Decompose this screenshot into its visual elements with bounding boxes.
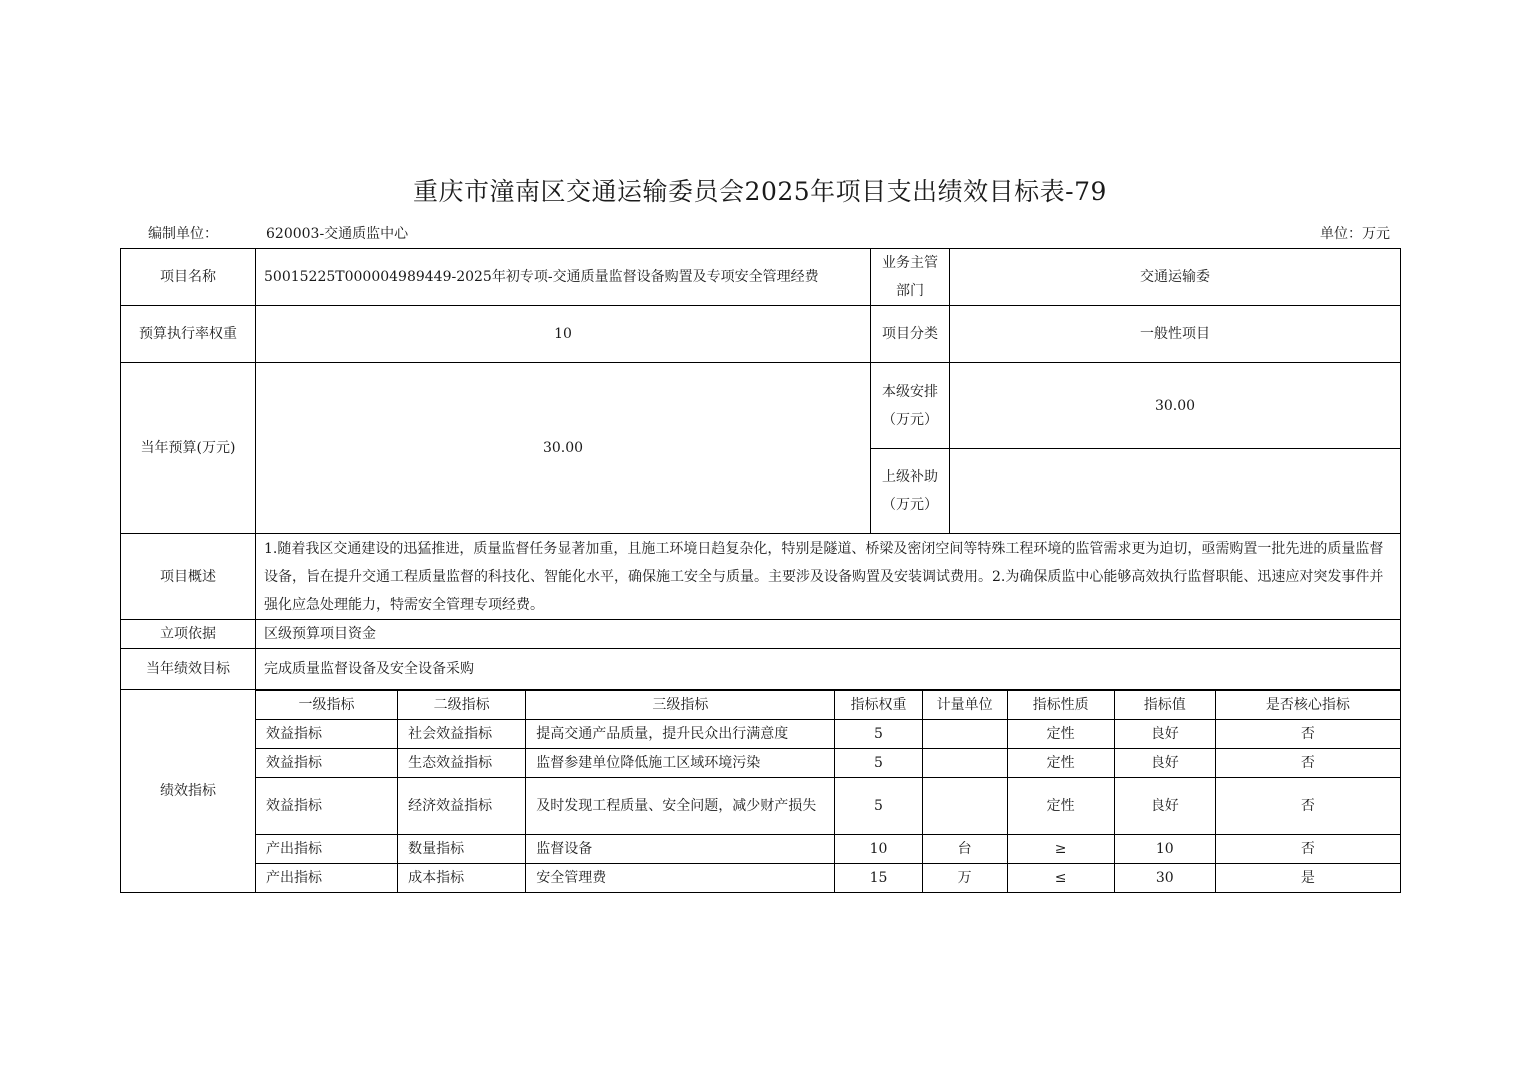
indicator-weight: 5: [835, 748, 922, 777]
indicator-l3: 提高交通产品质量，提升民众出行满意度: [526, 719, 835, 748]
page-title: 重庆市潼南区交通运输委员会2025年项目支出绩效目标表-79: [413, 177, 1107, 206]
indicator-l2: 社会效益指标: [398, 719, 526, 748]
table-row: [256, 863, 1401, 892]
exec-weight-value: 10: [256, 306, 871, 363]
indicator-l1: 产出指标: [256, 863, 398, 892]
overview-value: 1.随着我区交通建设的迅猛推进，质量监督任务显著加重，且施工环境日趋复杂化，特别是隧道、桥梁及密闭空间等特殊工程环境的监管需求更为迫切，亟需购置一批先进的质量监督设备，旨在提升交通工程质量监督的科技化、智能化水平，确保施工安全与质量。主要涉及设备购置及安装调试费用。2.为确保质监中心能够高效执行监督职能、迅速应对突发事件并强化应急处理能力，特需安全管理专项经费。: [256, 534, 1401, 620]
indicator-l2: 成本指标: [398, 863, 526, 892]
indicator-l2: 生态效益指标: [398, 748, 526, 777]
header-core: 是否核心指标: [1215, 690, 1400, 719]
indicator-l1: 产出指标: [256, 834, 398, 863]
basis-label: 立项依据: [121, 620, 256, 649]
goal-label: 当年绩效目标: [121, 649, 256, 690]
header-weight: 指标权重: [835, 690, 922, 719]
currency-unit: 单位：万元: [1320, 226, 1390, 242]
local-value: 30.00: [950, 363, 1401, 449]
header-value: 指标值: [1114, 690, 1215, 719]
goal-value: 完成质量监督设备及安全设备采购: [256, 649, 1401, 690]
header-l3: 三级指标: [526, 690, 835, 719]
indicator-unit: [922, 719, 1007, 748]
dept-label: 业务主管部门: [871, 249, 950, 306]
indicator-nature: ≤: [1007, 863, 1114, 892]
project-name-value: 50015225T000004989449-2025年初专项-交通质量监督设备购置及专项安全管理经费: [256, 249, 871, 306]
project-name-label: 项目名称: [121, 249, 256, 306]
dept-value: 交通运输委: [950, 249, 1401, 306]
indicators-table: [256, 690, 1401, 893]
indicator-weight: 5: [835, 777, 922, 834]
indicator-unit: 台: [922, 834, 1007, 863]
indicator-nature: 定性: [1007, 777, 1114, 834]
indicator-l1: 效益指标: [256, 777, 398, 834]
table-row: [256, 748, 1401, 777]
local-label: 本级安排（万元）: [871, 363, 950, 449]
indicator-value: 良好: [1114, 719, 1215, 748]
indicator-unit: [922, 777, 1007, 834]
indicator-core: 是: [1215, 863, 1400, 892]
table-row: [256, 719, 1401, 748]
indicator-value: 30: [1114, 863, 1215, 892]
indicators-cell: [256, 690, 1401, 893]
indicator-nature: 定性: [1007, 748, 1114, 777]
header-l1: 一级指标: [256, 690, 398, 719]
indicator-core: 否: [1215, 834, 1400, 863]
budget-value: 30.00: [256, 363, 871, 534]
indicator-header-row: [256, 690, 1401, 719]
header-l2: 二级指标: [398, 690, 526, 719]
upper-value: [950, 449, 1401, 534]
indicator-l2: 经济效益指标: [398, 777, 526, 834]
exec-weight-label: 预算执行率权重: [121, 306, 256, 363]
indicator-unit: [922, 748, 1007, 777]
performance-table: [120, 248, 1401, 893]
category-label: 项目分类: [871, 306, 950, 363]
compiler-value: 620003-交通质监中心: [266, 226, 409, 242]
compiler-label: 编制单位：: [148, 226, 218, 242]
indicator-value: 10: [1114, 834, 1215, 863]
table-row: [256, 834, 1401, 863]
indicator-nature: ≥: [1007, 834, 1114, 863]
indicator-unit: 万: [922, 863, 1007, 892]
indicator-l3: 监督参建单位降低施工区域环境污染: [526, 748, 835, 777]
indicator-value: 良好: [1114, 777, 1215, 834]
header-nature: 指标性质: [1007, 690, 1114, 719]
indicator-core: 否: [1215, 719, 1400, 748]
indicators-label: 绩效指标: [121, 690, 256, 893]
indicator-l1: 效益指标: [256, 719, 398, 748]
basis-value: 区级预算项目资金: [256, 620, 1401, 649]
indicator-weight: 10: [835, 834, 922, 863]
indicator-nature: 定性: [1007, 719, 1114, 748]
indicator-l3: 安全管理费: [526, 863, 835, 892]
indicator-l3: 及时发现工程质量、安全问题，减少财产损失: [526, 777, 835, 834]
indicator-weight: 5: [835, 719, 922, 748]
overview-label: 项目概述: [121, 534, 256, 620]
table-row: [256, 777, 1401, 834]
indicator-l1: 效益指标: [256, 748, 398, 777]
category-value: 一般性项目: [950, 306, 1401, 363]
indicator-l3: 监督设备: [526, 834, 835, 863]
indicator-weight: 15: [835, 863, 922, 892]
upper-label: 上级补助（万元）: [871, 449, 950, 534]
indicator-core: 否: [1215, 777, 1400, 834]
budget-label: 当年预算(万元): [121, 363, 256, 534]
header-unit: 计量单位: [922, 690, 1007, 719]
indicator-core: 否: [1215, 748, 1400, 777]
indicator-l2: 数量指标: [398, 834, 526, 863]
indicator-value: 良好: [1114, 748, 1215, 777]
